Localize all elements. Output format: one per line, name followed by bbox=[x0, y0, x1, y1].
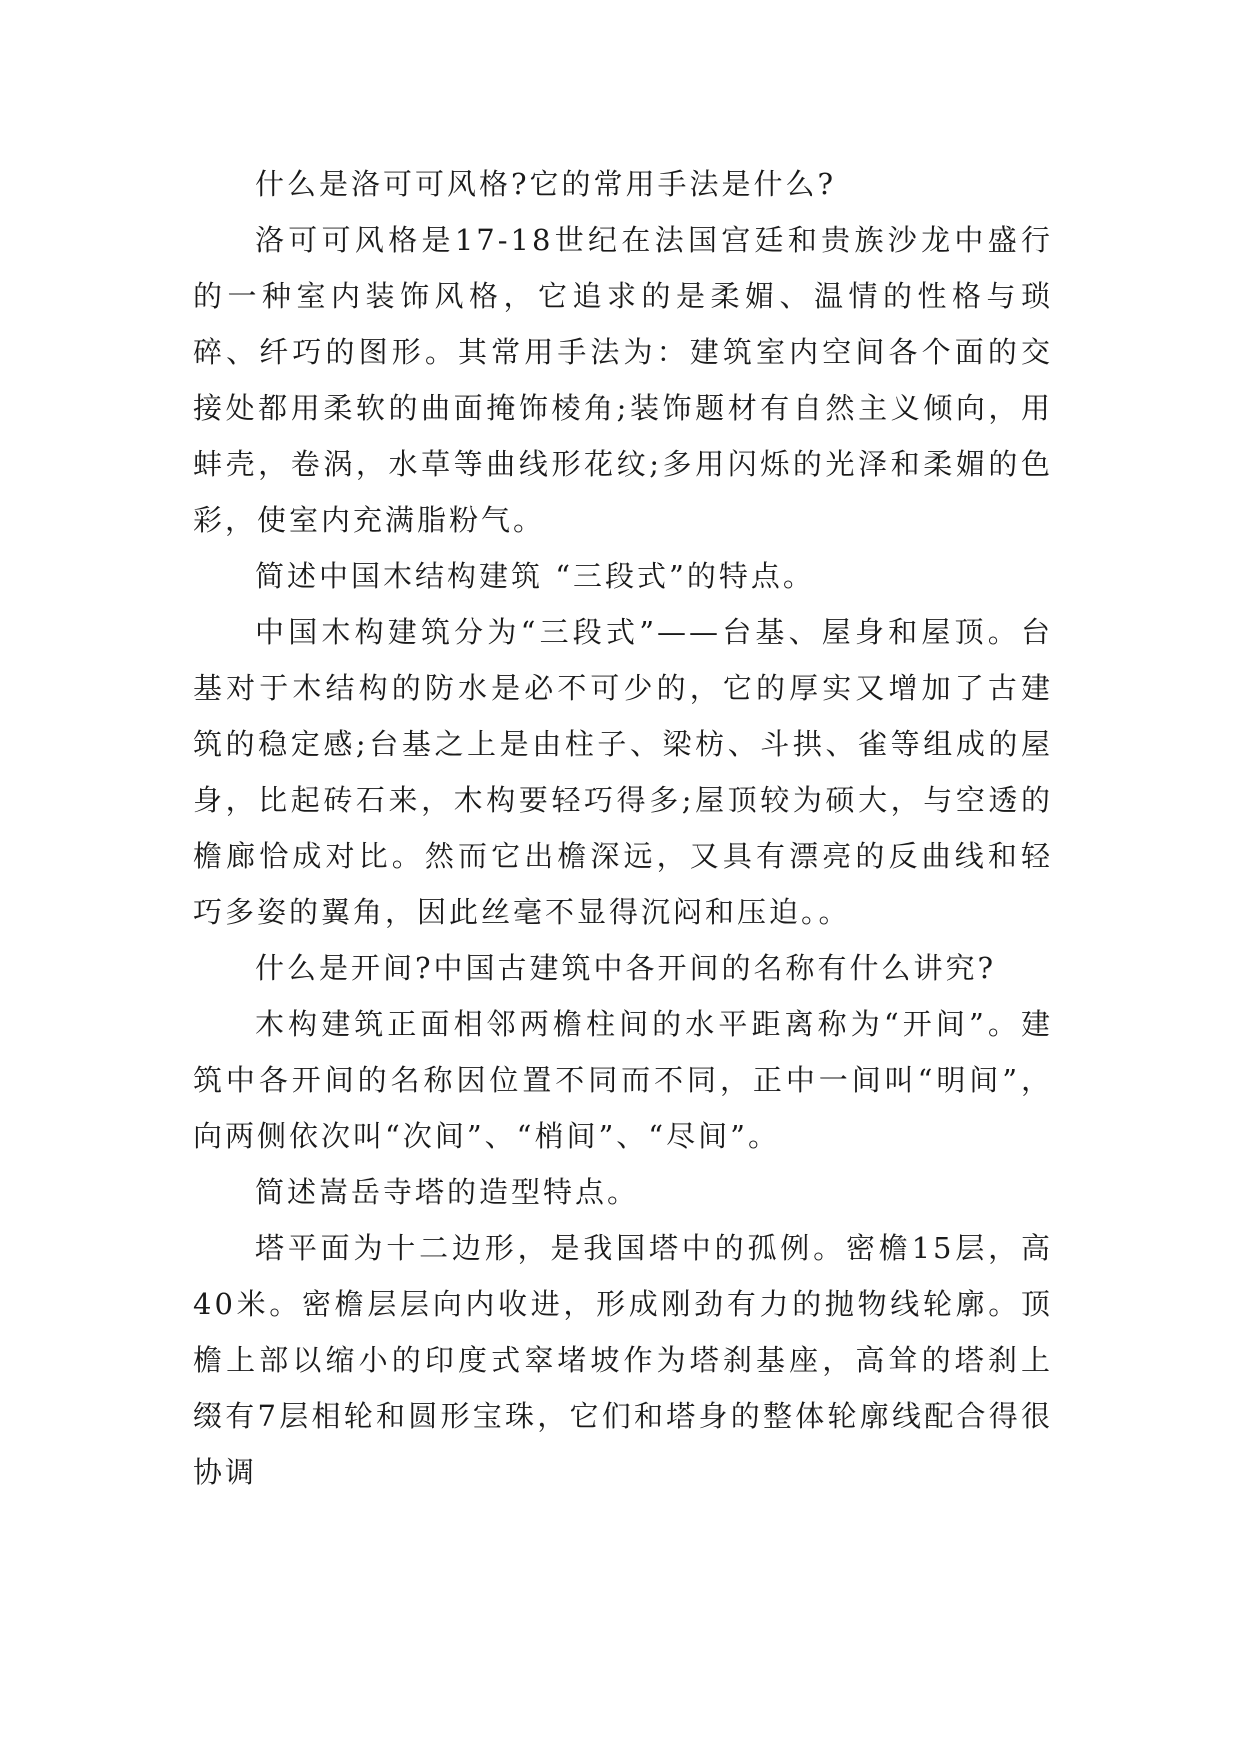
answer-rococo: 洛可可风格是17-18世纪在法国宫廷和贵族沙龙中盛行的一种室内装饰风格，它追求的是柔媚、温情的性格与琐碎、纤巧的图形。其常用手法为：建筑室内空间各个面的交接处都用柔软的曲面掩饰棱角;装饰题材有自然主义倾向，用蚌壳，卷涡，水草等曲线形花纹;多用闪烁的光泽和柔媚的色彩，使室内充满脂粉气。 bbox=[193, 223, 1053, 537]
answer-songyue-pagoda: 塔平面为十二边形，是我国塔中的孤例。密檐15层，高40米。密檐层层向内收进，形成刚劲有力的抛物线轮廓。顶檐上部以缩小的印度式窣堵坡作为塔刹基座，高耸的塔刹上缀有7层相轮和圆形宝珠，它们和塔身的整体轮廓线配合得很协调 bbox=[193, 1231, 1053, 1489]
question-songyue-pagoda: 简述嵩岳寺塔的造型特点。 bbox=[255, 1175, 640, 1209]
document-body bbox=[193, 156, 1053, 1500]
question-three-sections: 简述中国木结构建筑 “三段式”的特点。 bbox=[255, 559, 815, 593]
question-rococo: 什么是洛可可风格?它的常用手法是什么? bbox=[255, 167, 837, 201]
answer-three-sections: 中国木构建筑分为“三段式”——台基、屋身和屋顶。台基对于木结构的防水是必不可少的，它的厚实又增加了古建筑的稳定感;台基之上是由柱子、梁枋、斗拱、雀等组成的屋身，比起砖石来，木构要轻巧得多;屋顶较为硕大，与空透的檐廊恰成对比。然而它出檐深远，又具有漂亮的反曲线和轻巧多姿的翼角，因此丝毫不显得沉闷和压迫。。 bbox=[193, 615, 1053, 929]
question-bay: 什么是开间?中国古建筑中各开间的名称有什么讲究? bbox=[255, 951, 997, 985]
answer-bay: 木构建筑正面相邻两檐柱间的水平距离称为“开间”。建筑中各开间的名称因位置不同而不同，正中一间叫“明间”，向两侧依次叫“次间”、“梢间”、“尽间”。 bbox=[193, 1007, 1053, 1153]
